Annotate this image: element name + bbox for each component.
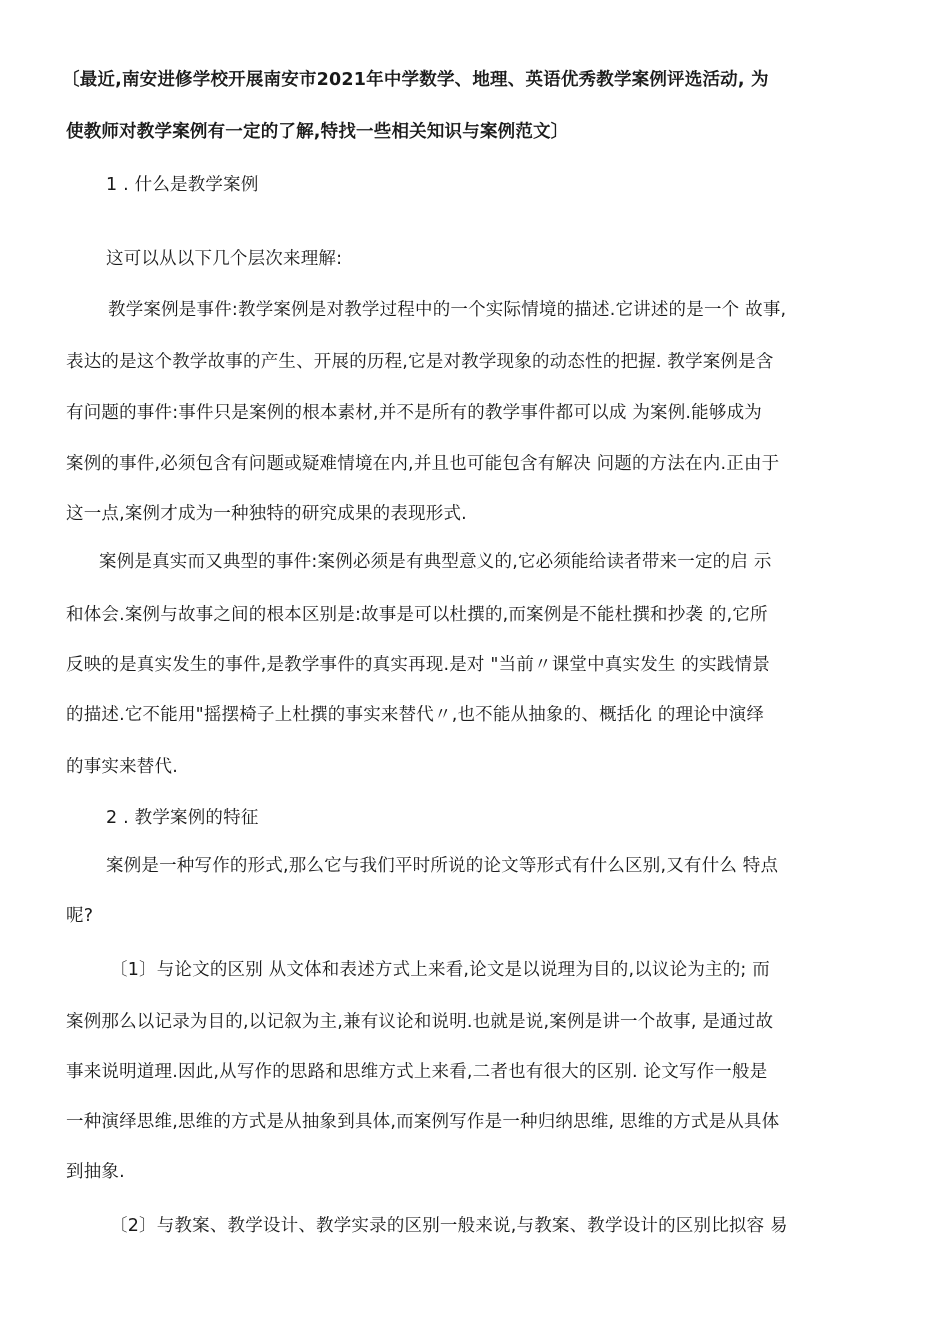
section-2-para-1-line-2: 呢? (66, 906, 94, 926)
section-2-para-1-line-1: 案例是一种写作的形式,那么它与我们平时所说的论文等形式有什么区别,又有什么 特点 (106, 856, 779, 876)
section-1-lead: 这可以从以下几个层次来理解: (106, 249, 343, 269)
section-2-para-2-line-3: 事来说明道理.因此,从写作的思路和思维方式上来看,二者也有很大的区别. 论文写作一般是 (66, 1062, 768, 1082)
intro-line-1: 〔最近,南安进修学校开展南安市2021年中学数学、地理、英语优秀教学案例评选活动, 为 (62, 70, 769, 90)
section-1-para-2-line-4: 的描述.它不能用"摇摆椅子上杜撰的事实来替代〃,也不能从抽象的、概括化 的理论中演绎 (66, 705, 765, 725)
section-1-para-2-line-3: 反映的是真实发生的事件,是教学事件的真实再现.是对 "当前〃课堂中真实发生 的实践情景 (66, 655, 770, 675)
section-1-heading: 1 . 什么是教学案例 (106, 175, 259, 195)
section-1-para-1-line-3: 有问题的事件:事件只是案例的根本素材,并不是所有的教学事件都可以成 为案例.能够成为 (66, 403, 762, 423)
section-1-para-2-line-1: 案例是真实而又典型的事件:案例必须是有典型意义的,它必须能给读者带来一定的启 示 (99, 552, 772, 572)
section-2-para-2-line-5: 到抽象. (66, 1162, 125, 1182)
section-2-heading: 2 . 教学案例的特征 (106, 808, 259, 828)
section-2-para-2-line-4: 一种演绎思维,思维的方式是从抽象到具体,而案例写作是一种归纳思维, 思维的方式是从具体 (66, 1112, 780, 1132)
section-1-para-2-line-2: 和体会.案例与故事之间的根本区别是:故事是可以杜撰的,而案例是不能杜撰和抄袭 的,它所 (66, 605, 768, 625)
section-1-para-1-line-4: 案例的事件,必须包含有问题或疑难情境在内,并且也可能包含有解决 问题的方法在内.正由于 (66, 454, 780, 474)
section-2-para-3-line-1: 〔2〕与教案、教学设计、教学实录的区别一般来说,与教案、教学设计的区别比拟容 易 (110, 1216, 788, 1236)
section-2-para-2-line-2: 案例那么以记录为目的,以记叙为主,兼有议论和说明.也就是说,案例是讲一个故事, 是通过故 (66, 1012, 774, 1032)
intro-line-2: 使教师对教学案例有一定的了解,特找一些相关知识与案例范文〕 (66, 122, 569, 142)
section-1-para-1-line-2: 表达的是这个教学故事的产生、开展的历程,它是对教学现象的动态性的把握. 教学案例是含 (66, 352, 774, 372)
section-1-para-1-line-1: 教学案例是事件:教学案例是对教学过程中的一个实际情境的描述.它讲述的是一个 故事, (108, 300, 787, 320)
section-1-para-2-line-5: 的事实来替代. (66, 757, 178, 777)
section-2-para-2-line-1: 〔1〕与论文的区别 从文体和表述方式上来看,论文是以说理为目的,以议论为主的; 而 (110, 960, 770, 980)
section-1-para-1-line-5: 这一点,案例才成为一种独特的研究成果的表现形式. (66, 504, 467, 524)
